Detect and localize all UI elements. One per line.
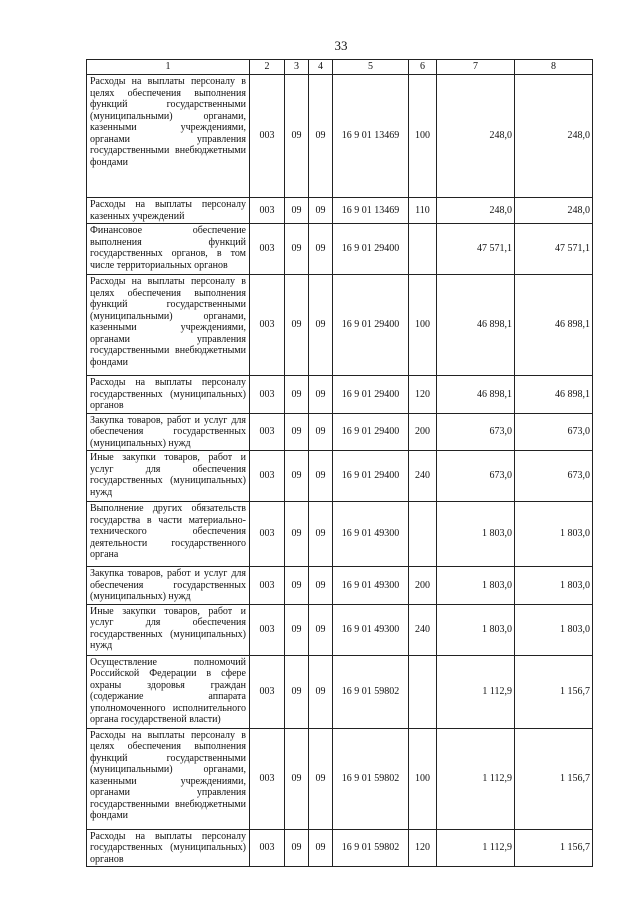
target-article-code-cell: 16 9 01 29400 <box>333 224 409 275</box>
section-code-cell: 09 <box>285 604 309 655</box>
section-code-cell: 09 <box>285 502 309 567</box>
expense-name-cell: Расходы на выплаты персоналу в целях обеспечения выполнения функций государственными (муниципальными) органами, казенными учреждениями, органами управления государственными внебюджетными фондами <box>87 275 250 376</box>
table-row <box>87 376 593 414</box>
section-code-cell: 09 <box>285 198 309 224</box>
ministry-code-cell: 003 <box>250 502 285 567</box>
subsection-code-cell: 09 <box>309 451 333 502</box>
expense-name-cell: Осуществление полномочий Российской Федерации в сфере охраны здоровья граждан (содержание аппарата уполномоченного исполнительного органа государственой власти) <box>87 655 250 728</box>
ministry-code-cell: 003 <box>250 829 285 867</box>
expense-name-cell: Расходы на выплаты персоналу в целях обеспечения выполнения функций государственными (муниципальными) органами, казенными учреждениями, органами управления государственными внебюджетными фондами <box>87 728 250 829</box>
amount-year-1-cell: 46 898,1 <box>437 376 515 414</box>
target-article-code-cell: 16 9 01 29400 <box>333 413 409 451</box>
section-code-cell: 09 <box>285 567 309 605</box>
amount-year-1-cell: 248,0 <box>437 198 515 224</box>
section-code-cell: 09 <box>285 224 309 275</box>
expense-type-code-cell: 100 <box>409 75 437 198</box>
amount-year-2-cell: 673,0 <box>515 413 593 451</box>
subsection-code-cell: 09 <box>309 502 333 567</box>
expense-name-cell: Финансовое обеспечение выполнения функций государственных органов, в том числе территориальных органов <box>87 224 250 275</box>
target-article-code-cell: 16 9 01 49300 <box>333 502 409 567</box>
amount-year-1-cell: 47 571,1 <box>437 224 515 275</box>
subsection-code-cell: 09 <box>309 275 333 376</box>
amount-year-2-cell: 673,0 <box>515 451 593 502</box>
table-row <box>87 604 593 655</box>
ministry-code-cell: 003 <box>250 413 285 451</box>
page-number: 33 <box>334 38 348 53</box>
header-row <box>87 60 593 75</box>
expense-type-code-cell <box>409 502 437 567</box>
amount-year-2-cell: 248,0 <box>515 198 593 224</box>
column-header: 2 <box>250 60 285 75</box>
table-row <box>87 502 593 567</box>
column-header: 5 <box>333 60 409 75</box>
target-article-code-cell: 16 9 01 59802 <box>333 728 409 829</box>
target-article-code-cell: 16 9 01 13469 <box>333 75 409 198</box>
expense-name-cell: Расходы на выплаты персоналу государственных (муниципальных) органов <box>87 829 250 867</box>
column-header: 1 <box>87 60 250 75</box>
expense-type-code-cell: 100 <box>409 728 437 829</box>
subsection-code-cell: 09 <box>309 567 333 605</box>
table-row <box>87 198 593 224</box>
column-header: 4 <box>309 60 333 75</box>
expense-name-cell: Закупка товаров, работ и услуг для обеспечения государственных (муниципальных) нужд <box>87 413 250 451</box>
table-row <box>87 655 593 728</box>
amount-year-1-cell: 1 803,0 <box>437 567 515 605</box>
ministry-code-cell: 003 <box>250 75 285 198</box>
subsection-code-cell: 09 <box>309 655 333 728</box>
expense-type-code-cell: 110 <box>409 198 437 224</box>
amount-year-2-cell: 46 898,1 <box>515 376 593 414</box>
ministry-code-cell: 003 <box>250 275 285 376</box>
section-code-cell: 09 <box>285 655 309 728</box>
target-article-code-cell: 16 9 01 29400 <box>333 376 409 414</box>
expense-type-code-cell <box>409 655 437 728</box>
expense-type-code-cell: 240 <box>409 604 437 655</box>
ministry-code-cell: 003 <box>250 198 285 224</box>
amount-year-2-cell: 1 156,7 <box>515 728 593 829</box>
amount-year-2-cell: 248,0 <box>515 75 593 198</box>
target-article-code-cell: 16 9 01 29400 <box>333 275 409 376</box>
expense-name-cell: Выполнение других обязательств государства в части материально-технического обеспечения деятельности государственного органа <box>87 502 250 567</box>
target-article-code-cell: 16 9 01 29400 <box>333 451 409 502</box>
subsection-code-cell: 09 <box>309 604 333 655</box>
section-code-cell: 09 <box>285 75 309 198</box>
ministry-code-cell: 003 <box>250 604 285 655</box>
table-row <box>87 413 593 451</box>
amount-year-1-cell: 1 112,9 <box>437 728 515 829</box>
amount-year-1-cell: 1 112,9 <box>437 655 515 728</box>
expense-name-cell: Закупка товаров, работ и услуг для обеспечения государственных (муниципальных) нужд <box>87 567 250 605</box>
ministry-code-cell: 003 <box>250 376 285 414</box>
amount-year-2-cell: 1 803,0 <box>515 567 593 605</box>
table-row <box>87 728 593 829</box>
amount-year-2-cell: 1 156,7 <box>515 655 593 728</box>
amount-year-2-cell: 46 898,1 <box>515 275 593 376</box>
column-header: 8 <box>515 60 593 75</box>
section-code-cell: 09 <box>285 376 309 414</box>
ministry-code-cell: 003 <box>250 567 285 605</box>
expense-name-cell: Иные закупки товаров, работ и услуг для обеспечения государственных (муниципальных) нужд <box>87 604 250 655</box>
table-row <box>87 829 593 867</box>
expense-type-code-cell: 100 <box>409 275 437 376</box>
expense-type-code-cell <box>409 224 437 275</box>
expense-name-cell: Расходы на выплаты персоналу государственных (муниципальных) органов <box>87 376 250 414</box>
amount-year-1-cell: 1 803,0 <box>437 502 515 567</box>
expense-type-code-cell: 200 <box>409 413 437 451</box>
expense-name-cell: Расходы на выплаты персоналу в целях обеспечения выполнения функций государственными (муниципальными) органами, казенными учреждениями, органами управления государственными внебюджетными фондами <box>87 75 250 198</box>
amount-year-1-cell: 248,0 <box>437 75 515 198</box>
expense-type-code-cell: 120 <box>409 376 437 414</box>
column-header: 3 <box>285 60 309 75</box>
ministry-code-cell: 003 <box>250 451 285 502</box>
target-article-code-cell: 16 9 01 59802 <box>333 829 409 867</box>
table-row <box>87 224 593 275</box>
table-row <box>87 75 593 198</box>
amount-year-1-cell: 1 112,9 <box>437 829 515 867</box>
amount-year-2-cell: 1 156,7 <box>515 829 593 867</box>
subsection-code-cell: 09 <box>309 728 333 829</box>
expense-type-code-cell: 120 <box>409 829 437 867</box>
expense-type-code-cell: 200 <box>409 567 437 605</box>
target-article-code-cell: 16 9 01 59802 <box>333 655 409 728</box>
expense-name-cell: Иные закупки товаров, работ и услуг для обеспечения государственных (муниципальных) нужд <box>87 451 250 502</box>
table-row <box>87 451 593 502</box>
ministry-code-cell: 003 <box>250 728 285 829</box>
column-header: 7 <box>437 60 515 75</box>
column-header: 6 <box>409 60 437 75</box>
target-article-code-cell: 16 9 01 49300 <box>333 567 409 605</box>
amount-year-2-cell: 47 571,1 <box>515 224 593 275</box>
table-row <box>87 567 593 605</box>
section-code-cell: 09 <box>285 275 309 376</box>
amount-year-1-cell: 673,0 <box>437 413 515 451</box>
target-article-code-cell: 16 9 01 49300 <box>333 604 409 655</box>
section-code-cell: 09 <box>285 829 309 867</box>
section-code-cell: 09 <box>285 413 309 451</box>
subsection-code-cell: 09 <box>309 198 333 224</box>
amount-year-1-cell: 46 898,1 <box>437 275 515 376</box>
expense-type-code-cell: 240 <box>409 451 437 502</box>
subsection-code-cell: 09 <box>309 376 333 414</box>
ministry-code-cell: 003 <box>250 224 285 275</box>
amount-year-2-cell: 1 803,0 <box>515 604 593 655</box>
section-code-cell: 09 <box>285 451 309 502</box>
amount-year-2-cell: 1 803,0 <box>515 502 593 567</box>
subsection-code-cell: 09 <box>309 413 333 451</box>
budget-table <box>86 59 593 867</box>
ministry-code-cell: 003 <box>250 655 285 728</box>
table-row <box>87 275 593 376</box>
section-code-cell: 09 <box>285 728 309 829</box>
expense-name-cell: Расходы на выплаты персоналу казенных учреждений <box>87 198 250 224</box>
amount-year-1-cell: 673,0 <box>437 451 515 502</box>
amount-year-1-cell: 1 803,0 <box>437 604 515 655</box>
subsection-code-cell: 09 <box>309 75 333 198</box>
subsection-code-cell: 09 <box>309 829 333 867</box>
target-article-code-cell: 16 9 01 13469 <box>333 198 409 224</box>
subsection-code-cell: 09 <box>309 224 333 275</box>
